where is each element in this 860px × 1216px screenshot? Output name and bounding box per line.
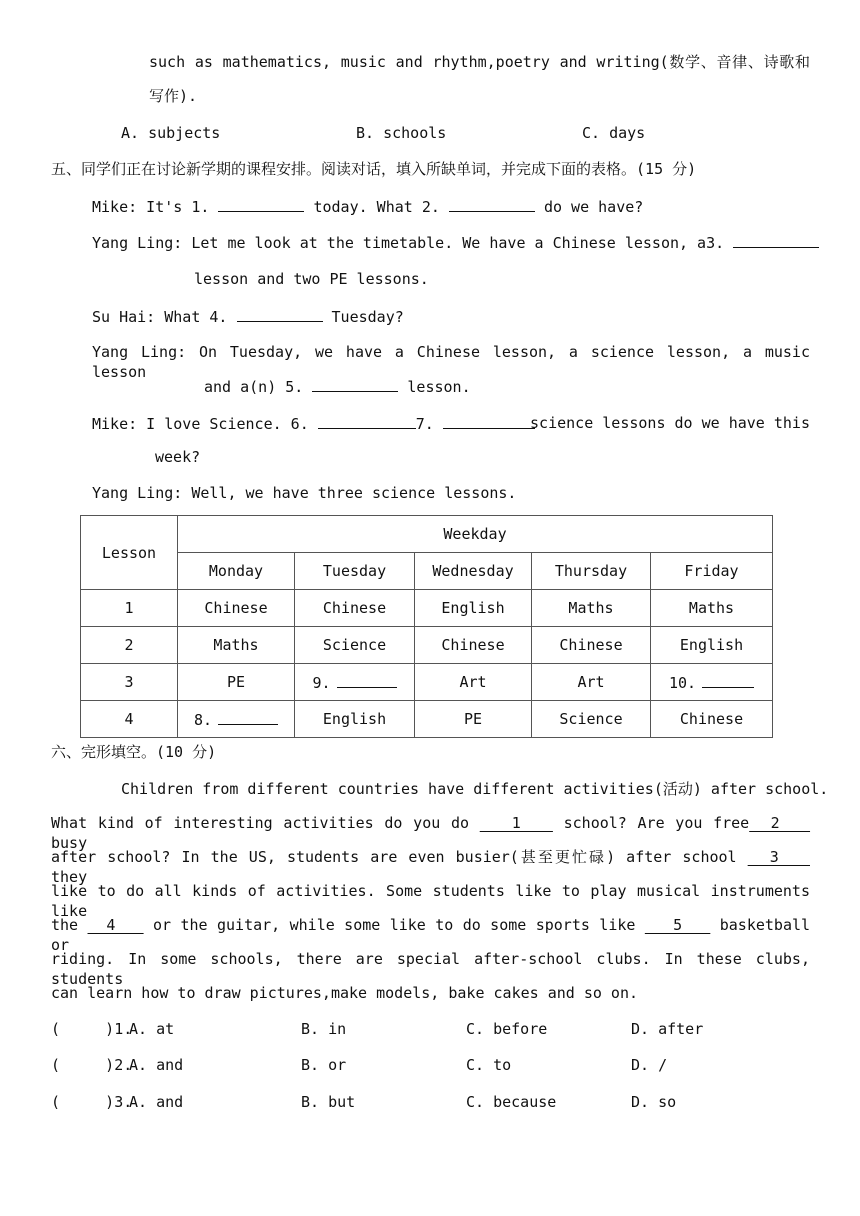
prev-option-b[interactable]: B. schools: [356, 124, 447, 142]
table-row: [81, 664, 773, 701]
blank-label: 9.: [312, 673, 331, 692]
table-cell: Chinese: [532, 627, 651, 664]
lesson-number: 1: [81, 590, 178, 627]
passage-line-4: like to do all kinds of activities. Some students like to play musical instruments like: [51, 882, 810, 920]
cloze-blank-3[interactable]: 3: [747, 848, 810, 866]
table-cell: Science: [532, 701, 651, 738]
blank-5[interactable]: [312, 376, 398, 392]
option-a[interactable]: A. and: [129, 1093, 184, 1111]
day-header: Thursday: [532, 553, 651, 590]
dialogue-line-1: [92, 196, 643, 217]
cloze-blank-1[interactable]: 1: [479, 814, 553, 832]
option-c[interactable]: C. before: [466, 1020, 548, 1038]
lesson-number: 2: [81, 627, 178, 664]
lesson-header: Lesson: [81, 516, 178, 590]
blank-3[interactable]: [733, 232, 819, 248]
dialogue-text: Mike: It's 1.: [92, 198, 210, 216]
passage-text: basketball or: [51, 916, 811, 954]
table-cell: Chinese: [295, 590, 415, 627]
option-d[interactable]: D. /: [631, 1056, 668, 1074]
blank-9[interactable]: [337, 673, 397, 688]
passage-line-6: riding. In some schools, there are special after-school clubs. In these clubs, students: [51, 950, 810, 988]
option-b[interactable]: B. but: [301, 1093, 356, 1111]
table-cell: Art: [532, 664, 651, 701]
dialogue-text: Su Hai: What 4.: [92, 308, 228, 326]
passage-text: What kind of interesting activities do you do: [51, 814, 470, 832]
table-cell: PE: [415, 701, 532, 738]
option-a[interactable]: A. at: [129, 1020, 175, 1038]
dialogue-text: do we have?: [543, 198, 644, 216]
table-cell: Chinese: [178, 590, 295, 627]
question-label[interactable]: ( )3.: [51, 1093, 133, 1111]
dialogue-line-2-cont: lesson and two PE lessons.: [194, 270, 429, 288]
table-cell: Chinese: [651, 701, 773, 738]
dialogue-line-3: [92, 306, 404, 327]
blank-7[interactable]: [443, 413, 535, 429]
blank-4[interactable]: [237, 306, 323, 322]
blank-10[interactable]: [702, 673, 754, 688]
dialogue-text: today. What 2.: [313, 198, 440, 216]
blank-1[interactable]: [218, 196, 304, 212]
timetable: [80, 515, 773, 738]
table-cell: Maths: [178, 627, 295, 664]
section6-title: 六、完形填空。(10 分): [51, 743, 217, 761]
dialogue-line-5: [92, 413, 810, 434]
section5-title: 五、同学们正在讨论新学期的课程安排。阅读对话，填入所缺单词，并完成下面的表格。(15 分): [51, 160, 697, 178]
dialogue-text: and a(n) 5.: [204, 378, 304, 396]
question-label[interactable]: ( )2.: [51, 1056, 133, 1074]
blank-label: 8.: [193, 710, 213, 729]
dialogue-text: Tuesday?: [331, 308, 404, 326]
option-c[interactable]: C. because: [466, 1093, 557, 1111]
question-label[interactable]: ( )1.: [51, 1020, 133, 1038]
dialogue-text: science lessons do we have this: [530, 414, 810, 432]
option-a[interactable]: A. and: [129, 1056, 184, 1074]
blank-6[interactable]: [318, 413, 416, 429]
passage-text: or the guitar, while some like to do some sports like: [153, 916, 636, 934]
prev-question-text-line2: 写作).: [149, 87, 198, 105]
day-header: Friday: [651, 553, 773, 590]
dialogue-text: Mike: I love Science. 6.: [92, 415, 309, 433]
option-d[interactable]: D. so: [631, 1093, 677, 1111]
table-cell: Art: [415, 664, 532, 701]
dialogue-text: 7.: [415, 415, 434, 433]
blank-8[interactable]: [218, 710, 278, 725]
dialogue-text: lesson.: [407, 378, 471, 396]
table-cell: Maths: [532, 590, 651, 627]
passage-text: after school? In the US, students are even busier(甚至更忙碌) after school: [51, 848, 737, 866]
option-b[interactable]: B. in: [301, 1020, 347, 1038]
lesson-number: 3: [81, 664, 178, 701]
dialogue-line-4: Yang Ling: On Tuesday, we have a Chinese lesson, a science lesson, a music lesson: [92, 343, 810, 381]
table-cell-blank-9[interactable]: [295, 664, 415, 701]
dialogue-text: Yang Ling: Let me look at the timetable. We have a Chinese lesson, a3.: [92, 234, 725, 252]
option-c[interactable]: C. to: [466, 1056, 512, 1074]
passage-text: they: [51, 868, 88, 886]
day-header: Wednesday: [415, 553, 532, 590]
table-cell: English: [651, 627, 773, 664]
option-b[interactable]: B. or: [301, 1056, 347, 1074]
passage-text: busy: [51, 834, 88, 852]
lesson-number: 4: [81, 701, 178, 738]
dialogue-line-2: [92, 232, 819, 253]
prev-option-c[interactable]: C. days: [582, 124, 646, 142]
blank-label: 10.: [668, 673, 697, 692]
table-cell: English: [415, 590, 532, 627]
passage-line-1: Children from different countries have different activities(活动) after school.: [121, 780, 829, 798]
cloze-blank-5[interactable]: 5: [644, 916, 711, 934]
prev-question-text-line1: such as mathematics, music and rhythm,poetry and writing(数学、音律、诗歌和: [149, 53, 810, 71]
table-cell: Science: [295, 627, 415, 664]
passage-line-7: can learn how to draw pictures,make models, bake cakes and so on.: [51, 984, 638, 1002]
cloze-blank-4[interactable]: 4: [87, 916, 144, 934]
dialogue-line-4-cont: [204, 376, 471, 397]
dialogue-line-5-cont: week?: [155, 448, 201, 466]
table-cell-blank-10[interactable]: [651, 664, 773, 701]
table-row: [81, 590, 773, 627]
dialogue-line-6: Yang Ling: Well, we have three science lessons.: [92, 484, 517, 502]
table-row: [81, 627, 773, 664]
table-cell-blank-8[interactable]: [178, 701, 295, 738]
table-cell: English: [295, 701, 415, 738]
passage-text: school? Are you free: [563, 814, 750, 832]
table-row: [81, 701, 773, 738]
day-header: Monday: [178, 553, 295, 590]
table-cell: Maths: [651, 590, 773, 627]
table-cell: Chinese: [415, 627, 532, 664]
table-cell: PE: [178, 664, 295, 701]
blank-2[interactable]: [449, 196, 535, 212]
day-header: Tuesday: [295, 553, 415, 590]
prev-option-a[interactable]: A. subjects: [121, 124, 221, 142]
passage-text: the: [51, 916, 79, 934]
weekday-header: Weekday: [178, 516, 773, 553]
option-d[interactable]: D. after: [631, 1020, 704, 1038]
cloze-blank-2[interactable]: 2: [749, 814, 811, 832]
